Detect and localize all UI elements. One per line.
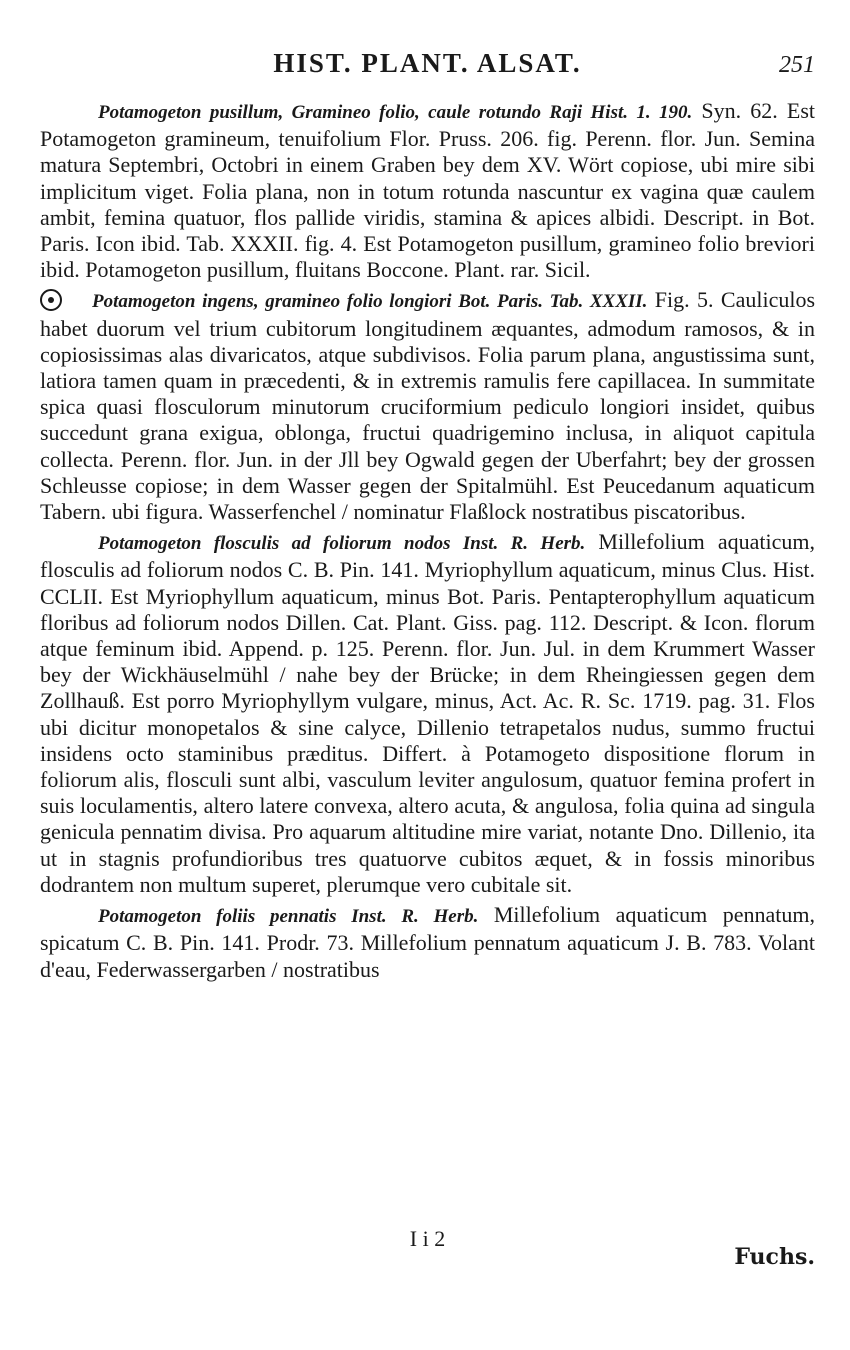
signature-mark: I i 2 xyxy=(409,1226,446,1251)
entry-text: Syn. 62. Est Potamogeton gramineum, tenuifolium Flor. Pruss. 206. fig. Perenn. flor. Jun. Semina matura Septembri, Octobri in einem Graben bey dem XV. Wört copiose, ubi mire sibi implicitum viget. Folia plana, non in totum rotunda nascuntur ex vagina quæ caulem ambit, femina quatuor, flos pallide viridis, stamina & apices albidi. Descript. in Bot. Paris. Icon ibid. Tab. XXXII. fig. 4. Est Potamogeton pusillum, gramineo folio breviori ibid. Potamogeton pusillum, fluitans Boccone. Plant. rar. Sicil. xyxy=(40,98,816,283)
page-header xyxy=(40,48,815,88)
annual-symbol-icon xyxy=(40,289,62,311)
page-body xyxy=(40,98,815,983)
page-number: 251 xyxy=(779,52,815,78)
entry-potamogeton-ingens xyxy=(40,287,815,525)
page-footer xyxy=(40,1226,815,1270)
entry-potamogeton-pusillum xyxy=(40,98,815,283)
catchword: Fuchs. xyxy=(734,1244,815,1270)
entry-title: Potamogeton pusillum, Gramineo folio, caule rotundo Raji Hist. 1. 190. xyxy=(98,102,693,123)
entry-title: Potamogeton foliis pennatis Inst. R. Herb. xyxy=(98,906,479,928)
running-title: HIST. PLANT. ALSAT. xyxy=(273,48,582,78)
entry-potamogeton-foliis-pennatis xyxy=(40,902,815,983)
entry-title: Potamogeton ingens, gramineo folio longiori Bot. Paris. Tab. XXXII. xyxy=(92,291,648,313)
entry-title: Potamogeton flosculis ad foliorum nodos Inst. R. Herb. xyxy=(98,533,586,555)
entry-text: Millefolium aquaticum pennatum, spicatum C. B. Pin. 141. Prodr. 73. Millefolium pennatum aquaticum J. B. 783. Volant d'eau, Federwassergarben / nostratibus xyxy=(40,902,815,982)
entry-text: Millefolium aquaticum, flosculis ad foliorum nodos C. B. Pin. 141. Myriophyllum aquaticum, minus Clus. Hist. CCLII. Est Myriophyllum aquaticum, minus Bot. Paris. Pentapterophyllum aquaticum floribus ad foliorum nodos Dillen. Cat. Plant. Giss. pag. 112. Descript. & Icon. florum atque feminum ibid. Append. p. 125. Perenn. flor. Jun. Jul. in dem Krummert Wasser bey der Wickhäuselmühl / nahe bey der Brücke; in dem Rheingiessen gegen dem Zollhauß. Est porro Myriophyllym vulgare, minus, Act. Ac. R. Sc. 1719. pag. 31. Flos ubi dicitur monopetalos & sine calyce, Dillenio tetrapetalos nudus, summo fructui insidens octo staminibus præditus. Differt. à Potamogeto dispositione florum in foliorum alis, flosculi sunt albi, vasculum leviter angulosum, quatuor femina profert in suis loculamentis, altero latere convexa, altero acuta, & angulosa, folia quina ad singula genicula pennatim divisa. Pro aquarum altitudine mire variat, notante Dno. Dillenio, ita ut in stagnis profundioribus tres quatuorve cubitos æquet, & in fossis minoribus dodrantem non multum superet, plerumque vero cubitale sit. xyxy=(40,529,815,897)
entry-potamogeton-flosculis xyxy=(40,529,815,898)
entry-text: Fig. 5. Cauliculos habet duorum vel trium cubitorum longitudinem æquantes, admodum ramosos, & in copiosissimas alas divaricatos, atque subdivisos. Folia parum plana, angustissima sunt, latiora tamen quam in præcedenti, & in extremis ramulis fere capillacea. In summitate spica quasi flosculorum minutorum cruciformium pediculo longiori insidet, quibus succedunt grana exigua, oblonga, fructui quadrigemino inclusa, in aliquot capitula collecta. Perenn. flor. Jun. in der Jll bey Ogwald gegen der Uberfahrt; bey der grossen Schleusse copiose; in dem Wasser gegen der Spitalmühl. Est Peucedanum aquaticum Tabern. ubi figura. Wasserfenchel / nominatur Flaßlock nostratibus piscatoribus. xyxy=(40,287,816,525)
